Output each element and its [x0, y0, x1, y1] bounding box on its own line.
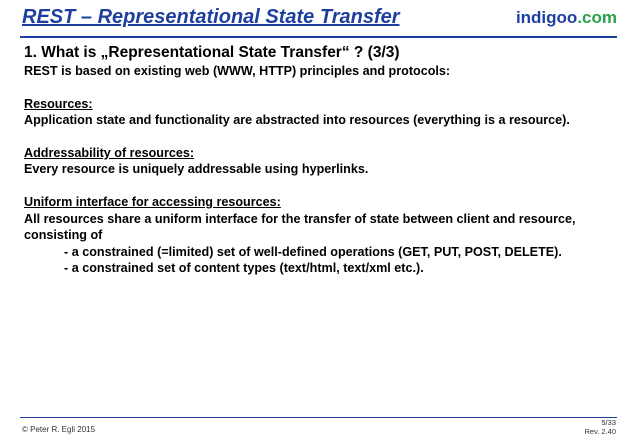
brand-domain: .com [577, 8, 617, 27]
spacer [24, 178, 624, 194]
bullet-operations: - a constrained (=limited) set of well-defined operations (GET, PUT, POST, DELETE). [64, 244, 562, 259]
uniform-interface-text-2: consisting of [24, 228, 103, 243]
copyright-text: © Peter R. Egli 2015 [22, 425, 96, 434]
header-divider [20, 36, 617, 38]
addressability-title: Addressability of resources: [24, 145, 195, 160]
uniform-interface-title: Uniform interface for accessing resources: [24, 194, 281, 209]
uniform-interface-text-1: All resources share a uniform interface for the transfer of state between client and resource, [24, 211, 576, 226]
page-number: 5/33 [601, 418, 616, 427]
resources-title: Resources: [24, 96, 93, 111]
revision: Rev. 2.40 [584, 427, 616, 436]
addressability-text: Every resource is uniquely addressable using hyperlinks. [24, 162, 369, 177]
intro-text: REST is based on existing web (WWW, HTTP) principles and protocols: [24, 64, 451, 78]
page-info [584, 418, 616, 436]
slide-content [24, 43, 624, 277]
resources-text: Application state and functionality are abstracted into resources (everything is a resource). [24, 113, 570, 128]
spacer [24, 129, 624, 145]
brand-name: indigoo [515, 8, 578, 27]
spacer [24, 80, 624, 96]
footer-divider [20, 417, 617, 418]
brand-logo [516, 8, 617, 28]
slide-title: REST – Representational State Transfer [22, 6, 400, 28]
bullet-content-types: - a constrained set of content types (text/html, text/xml etc.). [64, 261, 424, 276]
section-heading: 1. What is „Representational State Transfer“ ? (3/3) [24, 44, 400, 61]
